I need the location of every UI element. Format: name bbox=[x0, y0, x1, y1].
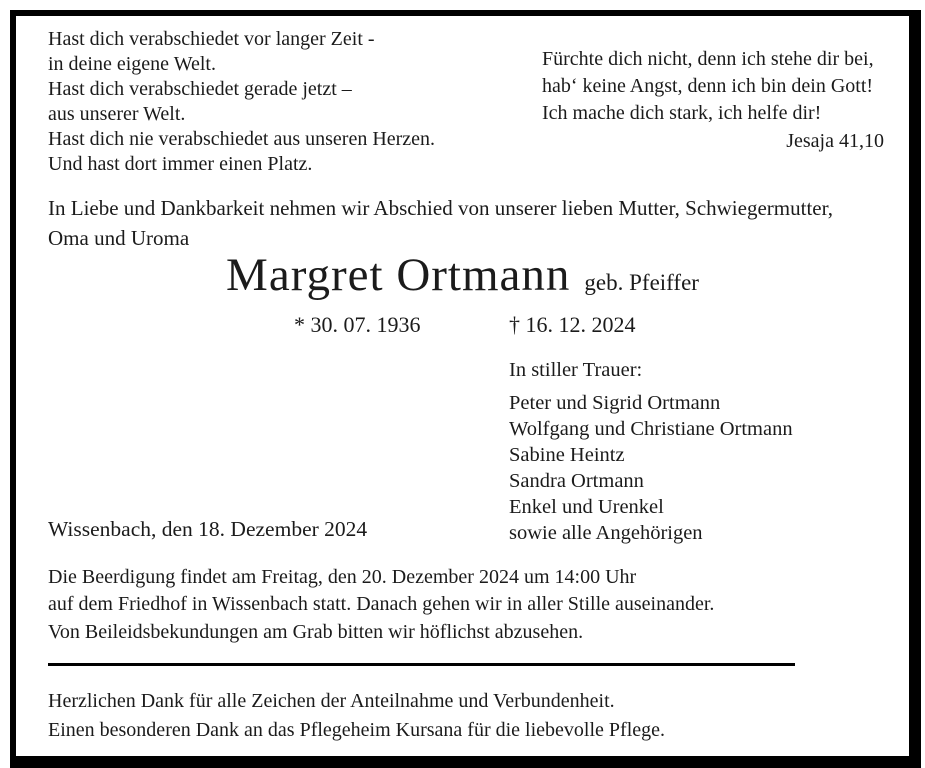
thanks-line: Einen besonderen Dank an das Pflegeheim Kursana für die liebevolle Pflege. bbox=[48, 719, 666, 741]
verse-line: Fürchte dich nicht, denn ich stehe dir bei, bbox=[542, 48, 874, 70]
condolence-note: Von Beileidsbekundungen am Grab bitten wir höflichst abzusehen. bbox=[48, 621, 584, 643]
poem-line: Hast dich verabschiedet gerade jetzt – bbox=[48, 78, 352, 100]
mourner-name: Enkel und Urenkel bbox=[509, 496, 664, 518]
intro-line: In Liebe und Dankbarkeit nehmen wir Abschied von unserer lieben Mutter, Schwiegermutter, bbox=[48, 196, 833, 220]
verse-line: hab‘ keine Angst, denn ich bin dein Gott! bbox=[542, 75, 874, 97]
deceased-maiden-name: geb. Pfeiffer bbox=[584, 270, 699, 295]
intro-text bbox=[48, 193, 888, 253]
separator-rule bbox=[48, 663, 795, 666]
place-and-date: Wissenbach, den 18. Dezember 2024 bbox=[48, 517, 368, 541]
mourner-name: Wolfgang und Christiane Ortmann bbox=[509, 418, 793, 440]
poem-line: aus unserer Welt. bbox=[48, 103, 186, 125]
funeral-info bbox=[48, 564, 868, 618]
deceased-name-row bbox=[0, 248, 925, 302]
mourners-heading: In stiller Trauer: bbox=[509, 359, 643, 381]
intro-line: Oma und Uroma bbox=[48, 226, 190, 250]
verse-attribution: Jesaja 41,10 bbox=[786, 130, 884, 152]
mourner-name: Sabine Heintz bbox=[509, 444, 625, 466]
deceased-name: Margret Ortmann bbox=[226, 249, 571, 301]
poem-line: Hast dich verabschiedet vor langer Zeit - bbox=[48, 28, 375, 50]
funeral-info-line: Die Beerdigung findet am Freitag, den 20. Dezember 2024 um 14:00 Uhr bbox=[48, 566, 637, 588]
poem-line: Und hast dort immer einen Platz. bbox=[48, 153, 313, 175]
opening-poem bbox=[48, 27, 435, 177]
mourner-name: sowie alle Angehörigen bbox=[509, 522, 703, 544]
poem-line: in deine eigene Welt. bbox=[48, 53, 216, 75]
mourner-name: Peter und Sigrid Ortmann bbox=[509, 392, 721, 414]
bible-verse bbox=[542, 46, 884, 155]
thanks-section bbox=[48, 687, 665, 745]
thanks-line: Herzlichen Dank für alle Zeichen der Anteilnahme und Verbundenheit. bbox=[48, 690, 615, 712]
verse-line: Ich mache dich stark, ich helfe dir! bbox=[542, 102, 822, 124]
mourners-section bbox=[509, 357, 793, 546]
death-date: † 16. 12. 2024 bbox=[509, 312, 636, 337]
poem-line: Hast dich nie verabschiedet aus unseren Herzen. bbox=[48, 128, 436, 150]
mourner-name: Sandra Ortmann bbox=[509, 470, 644, 492]
birth-date: * 30. 07. 1936 bbox=[294, 312, 421, 337]
funeral-info-line: auf dem Friedhof in Wissenbach statt. Danach gehen wir in aller Stille auseinander. bbox=[48, 593, 715, 615]
